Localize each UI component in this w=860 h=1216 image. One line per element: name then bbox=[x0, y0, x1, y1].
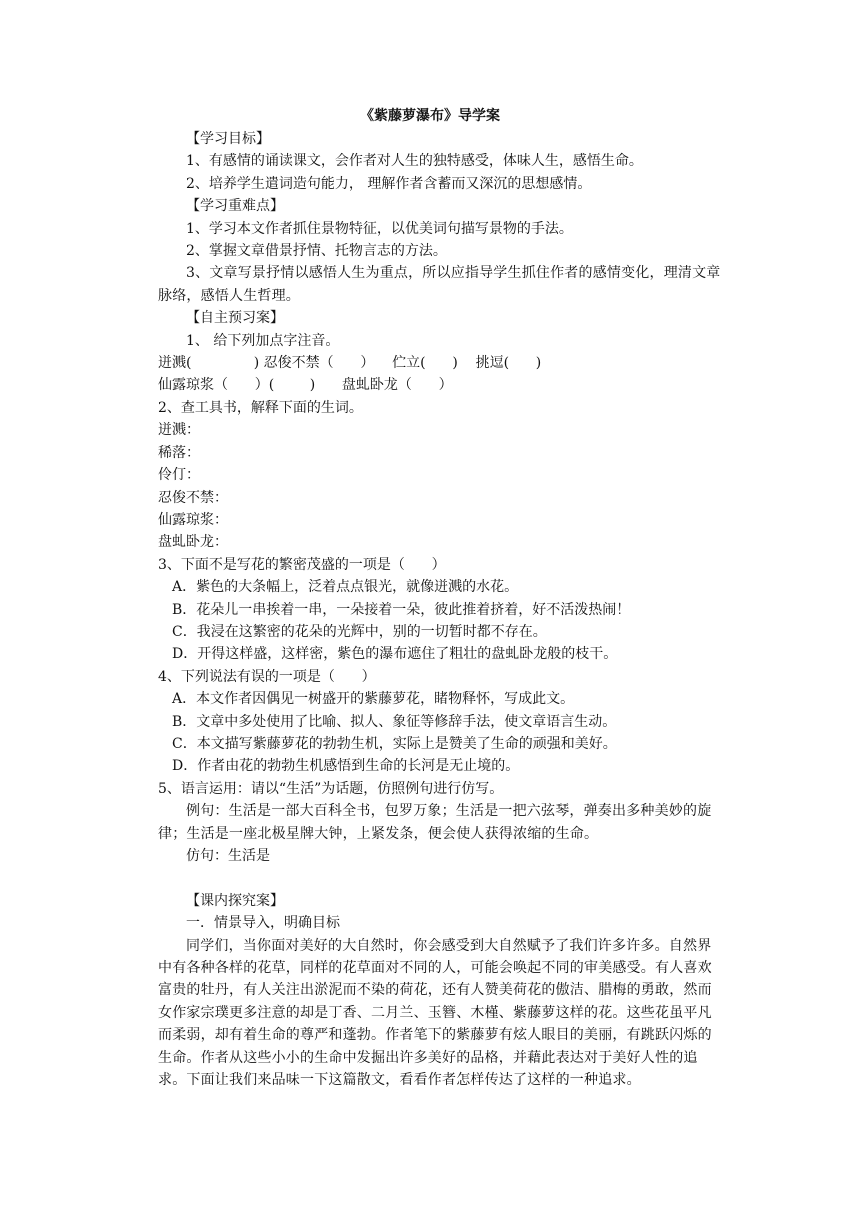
pinyin-row-2: 仙露琼浆（ ）( ) 盘虬卧龙（ ） bbox=[158, 377, 453, 394]
goals-heading: 【学习目标】 bbox=[186, 131, 270, 147]
q4-option-c: C．本文描写紫藤萝花的勃勃生机，实际上是赞美了生命的顽强和美好。 bbox=[172, 735, 617, 752]
example-sentence: 例句：生活是一部大百科全书，包罗万象；生活是一把六弦琴，弹奏出多种美妙的旋律；生活是一座北极星牌大钟，上紧发条，便会使人获得浓缩的生命。 bbox=[158, 803, 712, 842]
key-point-1: 1、学习本文作者抓住景物特征，以优美词句描写景物的手法。 bbox=[186, 220, 573, 237]
key-points-heading: 【学习重难点】 bbox=[186, 198, 284, 215]
q3-option-b: B．花朵儿一串挨着一串，一朵接着一朵，彼此推着挤着，好不活泼热闹！ bbox=[172, 601, 631, 618]
goal-item-2: 2、培养学生遣词造句能力， 理解作者含蓄而又深沉的思想感情。 bbox=[186, 175, 592, 192]
question-5: 5、语言运用：请以“生活”为话题，仿照例句进行仿写。 bbox=[158, 780, 504, 797]
explore-heading: 【课内探究案】 bbox=[186, 892, 284, 909]
vocab-word: 迸溅： bbox=[158, 422, 200, 439]
q3-option-d: D．开得这样盛，这样密，紫色的瀑布遮住了粗壮的盘虬卧龙般的枝干。 bbox=[172, 646, 618, 663]
question-3: 3、下面不是写花的繁密茂盛的一项是（ ） bbox=[158, 556, 446, 573]
q3-option-a: A．紫色的大条幅上，泛着点点银光，就像迸溅的水花。 bbox=[172, 579, 519, 596]
q4-option-b: B．文章中多处使用了比喻、拟人、象征等修辞手法，使文章语言生动。 bbox=[172, 713, 617, 730]
vocab-word: 盘虬卧龙： bbox=[158, 534, 228, 551]
spacer bbox=[158, 867, 724, 889]
key-point-2: 2、掌握文章借景抒情、托物言志的方法。 bbox=[186, 243, 447, 260]
question-4: 4、下列说法有误的一项是（ ） bbox=[158, 668, 376, 685]
imitation-prompt: 仿句：生活是 bbox=[186, 848, 270, 864]
q3-option-c: C．我浸在这繁密的花朵的光辉中，别的一切暂时都不存在。 bbox=[172, 623, 547, 640]
q4-option-d: D．作者由花的勃勃生机感悟到生命的长河是无止境的。 bbox=[172, 758, 520, 775]
key-point-3: 3、文章写景抒情以感悟人生为重点，所以应指导学生抓住作者的感情变化，理清文章脉络，感悟人生哲理。 bbox=[158, 265, 721, 304]
vocab-word: 仙露琼浆： bbox=[158, 511, 228, 528]
question-2: 2、查工具书，解释下面的生词。 bbox=[158, 399, 363, 416]
vocab-word: 伶仃： bbox=[158, 467, 200, 484]
vocab-word: 稀落： bbox=[158, 444, 200, 461]
pinyin-row-1: 迸溅( ) 忍俊不禁（ ） 伫立( ) 挑逗( ) bbox=[158, 355, 542, 372]
q4-option-a: A．本文作者因偶见一树盛开的紫藤萝花，睹物释怀，写成此文。 bbox=[172, 691, 575, 708]
intro-paragraph: 同学们，当你面对美好的大自然时，你会感受到大自然赋予了我们许多许多。自然界中有各种各样的花草，同样的花草面对不同的人，可能会唤起不同的审美感受。有人喜欢富贵的牡丹，有人关注出淤泥而不染的荷花，还有人赞美荷花的傲洁、腊梅的勇敢，然而女作家宗璞更多注意的却是丁香、二月兰、玉簪、木槿、紫藤萝这样的花。这些花虽平凡而柔弱，却有着生命的尊严和蓬勃。作者笔下的紫藤萝有炫人眼目的美丽，有跳跃闪烁的生命。作者从这些小小的生命中发掘出许多美好的品格，并藉此表达对于美好人性的追求。下面让我们来品味一下这篇散文，看看作者怎样传达了这样的一种追求。 bbox=[158, 937, 712, 1089]
vocab-word: 忍俊不禁： bbox=[158, 489, 228, 506]
preview-heading: 【自主预习案】 bbox=[186, 310, 284, 327]
document-body bbox=[158, 128, 724, 1091]
goal-item-1: 1、有感情的诵读课文，会作者对人生的独特感受，体味人生，感悟生命。 bbox=[186, 153, 643, 170]
document-title: 《紫藤萝瀑布》导学案 bbox=[360, 108, 500, 124]
explore-subheading-1: 一．情景导入，明确目标 bbox=[186, 915, 340, 932]
question-1: 1、 给下列加点字注音。 bbox=[186, 332, 340, 349]
